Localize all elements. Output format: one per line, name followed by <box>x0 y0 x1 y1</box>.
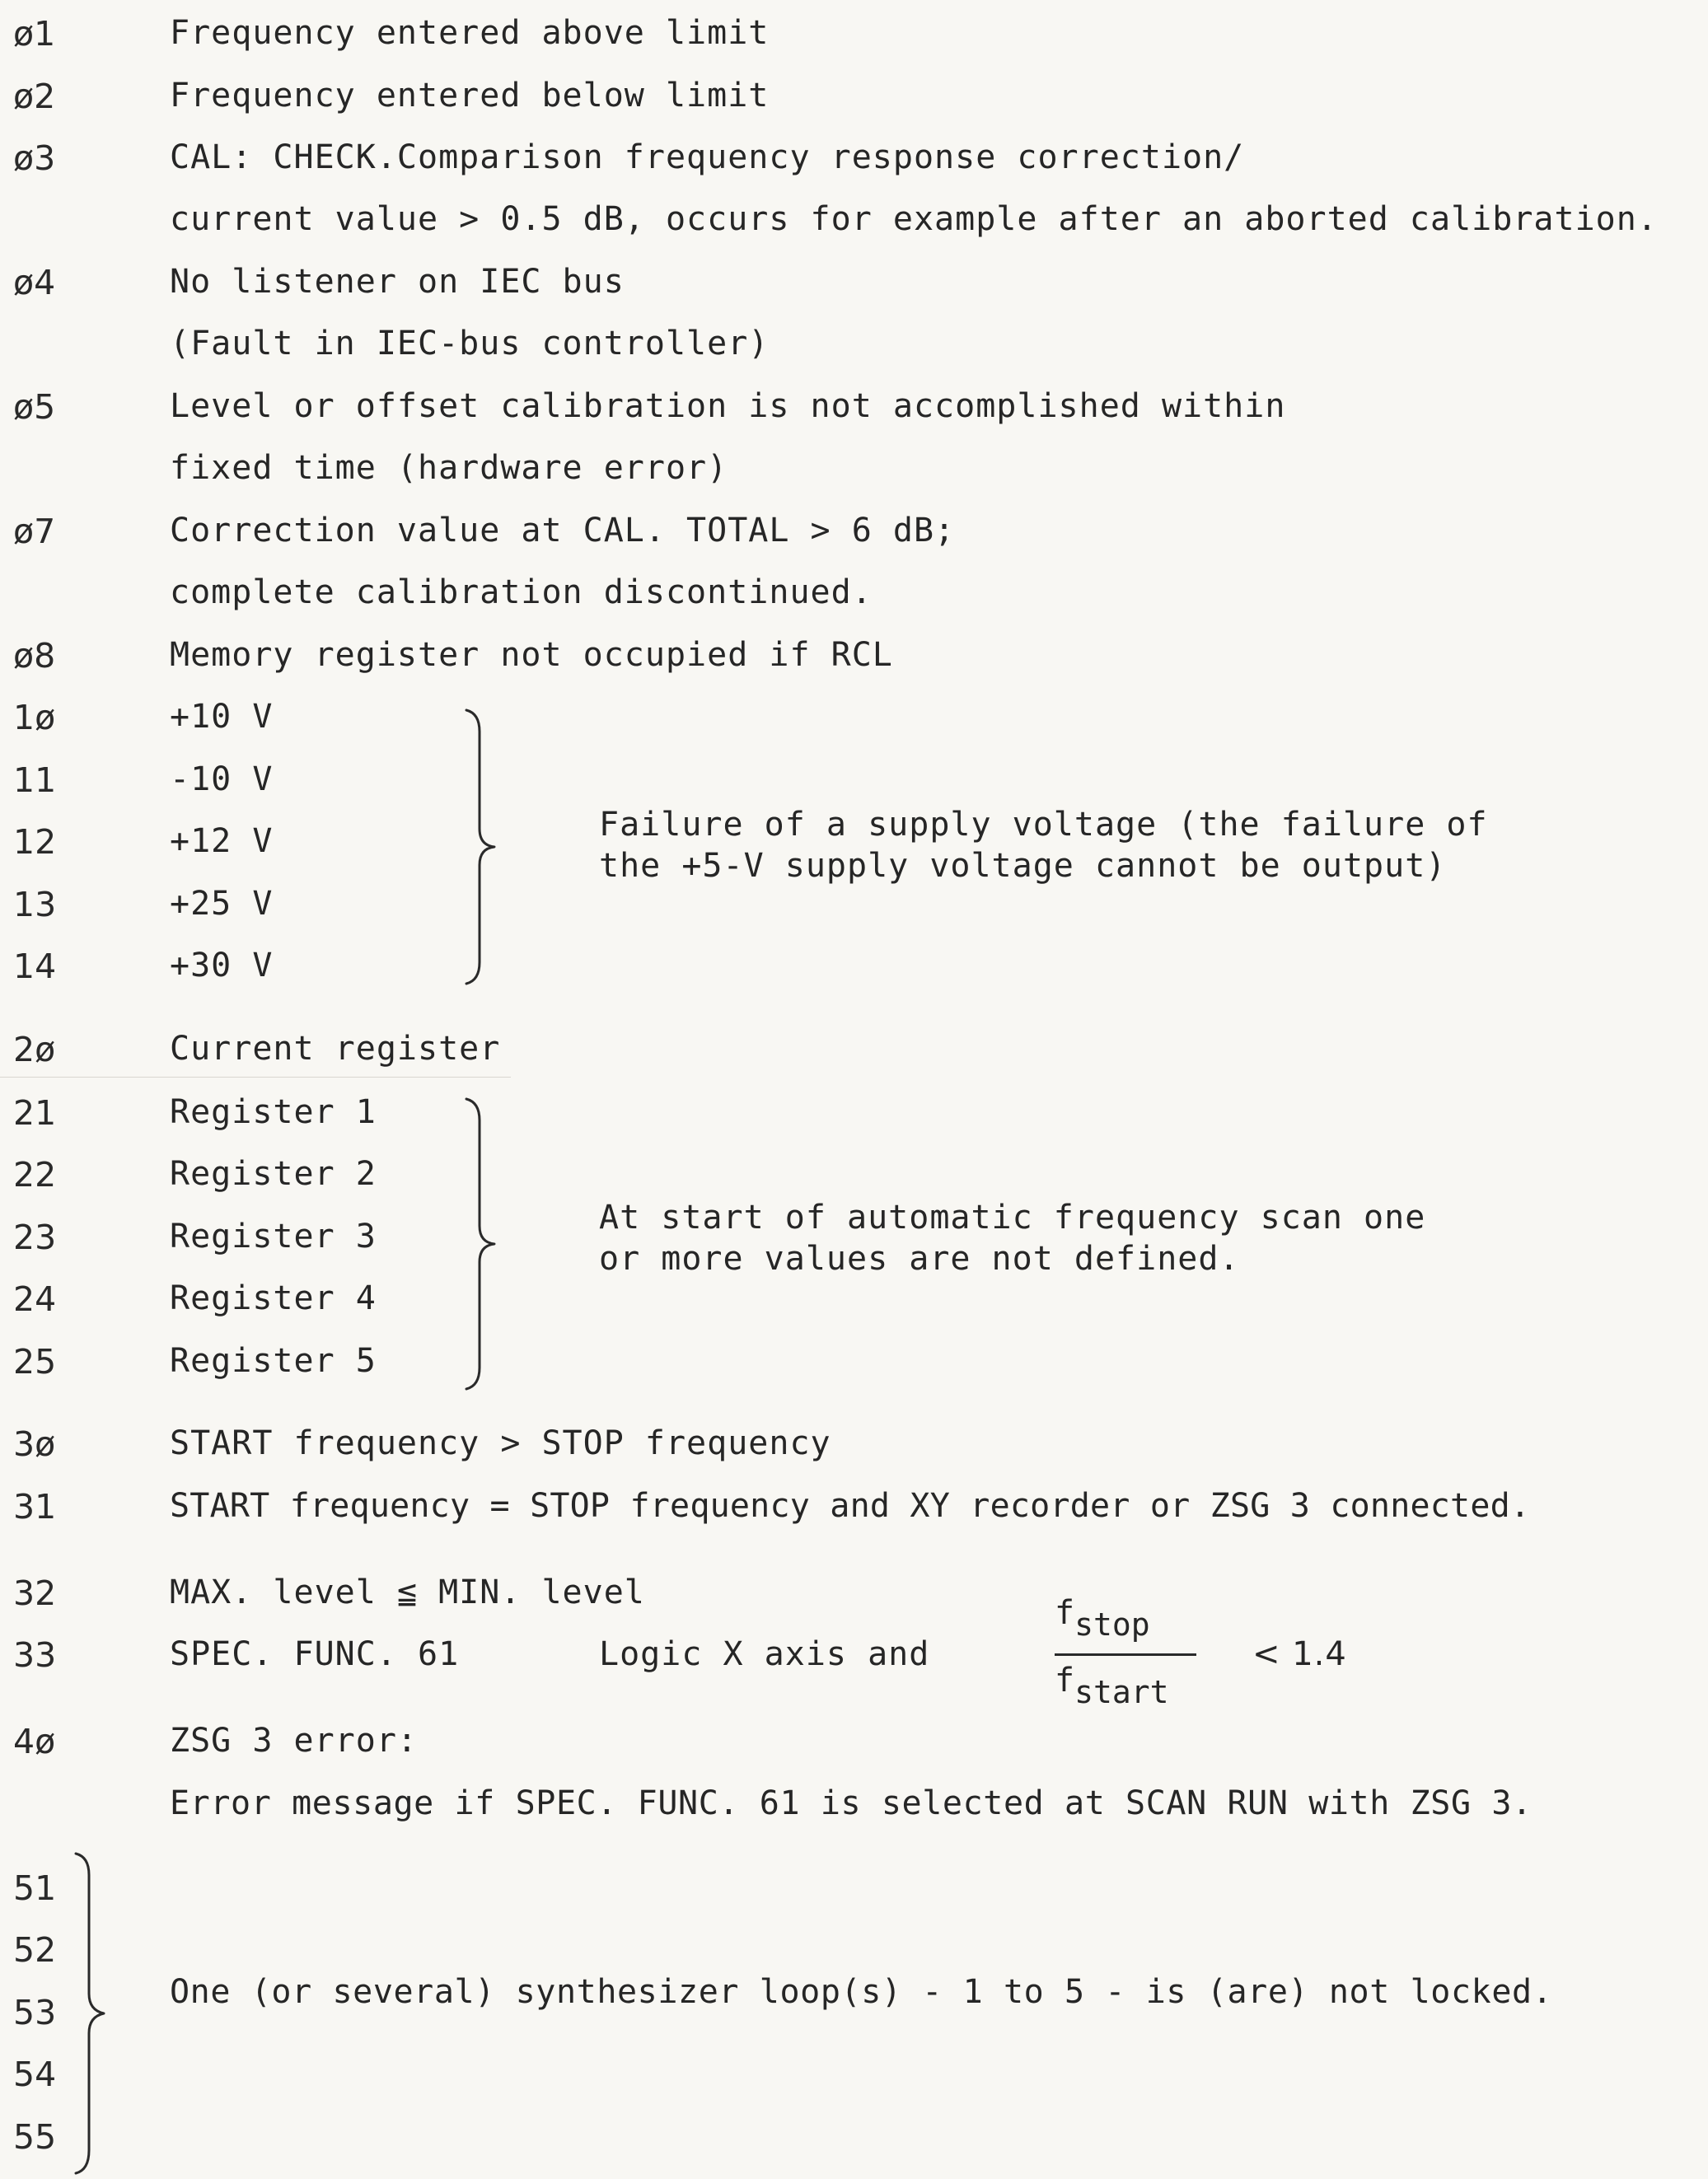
supply-voltage-label: +10 V <box>170 698 274 736</box>
error-code: 53 <box>13 1993 57 2032</box>
register-label: Register 5 <box>170 1342 377 1380</box>
error-code: ø7 <box>13 512 56 551</box>
error-code: 31 <box>13 1487 57 1527</box>
error-code: 2ø <box>13 1030 56 1069</box>
error-description: Frequency entered above limit <box>170 14 770 52</box>
register-label: Register 4 <box>170 1279 377 1317</box>
synthesizer-loop-description: One (or several) synthesizer loop(s) - 1 to 5 - is (are) not locked. <box>170 1973 1553 2011</box>
error-description: Frequency entered below limit <box>170 77 770 115</box>
numerator-symbol: f <box>1055 1594 1075 1632</box>
error-description-continued: Error message if SPEC. FUNC. 61 is selected at SCAN RUN with ZSG 3. <box>170 1784 1533 1822</box>
error-code: 12 <box>13 822 57 862</box>
description-line: or more values are not defined. <box>599 1240 1240 1278</box>
register-label: Register 3 <box>170 1218 377 1255</box>
error-code: 24 <box>13 1279 57 1319</box>
error-code: 3ø <box>13 1424 56 1464</box>
error-description: MAX. level ≦ MIN. level <box>170 1573 645 1611</box>
description-line: the +5-V supply voltage cannot be output) <box>599 847 1447 885</box>
error-code: 13 <box>13 885 57 924</box>
error-description: Memory register not occupied if RCL <box>170 636 893 674</box>
error-description: Level or offset calibration is not accomplished within <box>170 387 1286 425</box>
supply-voltage-label: +25 V <box>170 885 274 923</box>
supply-voltage-label: +30 V <box>170 947 274 984</box>
supply-voltage-label: -10 V <box>170 760 274 798</box>
error-description: CAL: CHECK.Comparison frequency response correction/ <box>170 138 1245 176</box>
scan-register-description <box>599 1197 1425 1279</box>
error-description-continued: complete calibration discontinued. <box>170 573 873 611</box>
register-label: Register 2 <box>170 1155 377 1193</box>
error-code: ø2 <box>13 77 56 116</box>
numerator-subscript: stop <box>1074 1606 1150 1643</box>
error-code: 32 <box>13 1573 57 1613</box>
error-description-continued: current value > 0.5 dB, occurs for example after an aborted calibration. <box>170 200 1658 238</box>
error-code: 4ø <box>13 1722 56 1761</box>
error-code: 1ø <box>13 698 56 737</box>
error-code: 25 <box>13 1342 57 1382</box>
error-code: 22 <box>13 1155 57 1195</box>
error-code: ø8 <box>13 636 56 676</box>
register-label: Current register <box>170 1030 501 1068</box>
error-description-continued: fixed time (hardware error) <box>170 449 728 487</box>
error-code: 11 <box>13 760 57 800</box>
register-label: Register 1 <box>170 1093 377 1131</box>
error-code: ø3 <box>13 138 56 178</box>
fraction-numerator <box>1055 1594 1150 1643</box>
error-description: ZSG 3 error: <box>170 1722 418 1760</box>
error-description: No listener on IEC bus <box>170 263 625 301</box>
fraction-denominator <box>1055 1662 1169 1710</box>
error-code: 21 <box>13 1093 57 1133</box>
error-description: Correction value at CAL. TOTAL > 6 dB; <box>170 512 956 549</box>
error-description: START frequency = STOP frequency and XY recorder or ZSG 3 connected. <box>170 1487 1531 1525</box>
description-line: At start of automatic frequency scan one <box>599 1199 1426 1237</box>
error-code: 14 <box>13 947 57 986</box>
right-brace-icon <box>461 1096 503 1392</box>
divider <box>0 1077 511 1078</box>
comparison-value: < 1.4 <box>1252 1635 1347 1673</box>
supply-failure-description <box>599 804 1488 886</box>
error-code: 55 <box>13 2117 57 2157</box>
error-code: ø4 <box>13 263 56 302</box>
error-code: 52 <box>13 1930 57 1970</box>
error-description-continued: (Fault in IEC-bus controller) <box>170 325 770 362</box>
supply-voltage-label: +12 V <box>170 822 274 860</box>
error-code: ø5 <box>13 387 56 427</box>
error-code: 33 <box>13 1635 57 1675</box>
denominator-subscript: start <box>1074 1674 1169 1710</box>
error-code: 51 <box>13 1868 57 1908</box>
right-brace-icon <box>461 707 503 987</box>
description-line: Failure of a supply voltage (the failure of <box>599 806 1488 844</box>
error-code: ø1 <box>13 14 56 54</box>
fraction-bar <box>1055 1653 1196 1656</box>
error-code: 54 <box>13 2055 57 2094</box>
error-description: SPEC. FUNC. 61 <box>170 1635 460 1673</box>
denominator-symbol: f <box>1055 1662 1075 1700</box>
error-code: 23 <box>13 1218 57 1257</box>
condition-label: Logic X axis and <box>599 1635 930 1673</box>
error-description: START frequency > STOP frequency <box>170 1424 831 1462</box>
right-brace-icon <box>71 1850 112 2177</box>
